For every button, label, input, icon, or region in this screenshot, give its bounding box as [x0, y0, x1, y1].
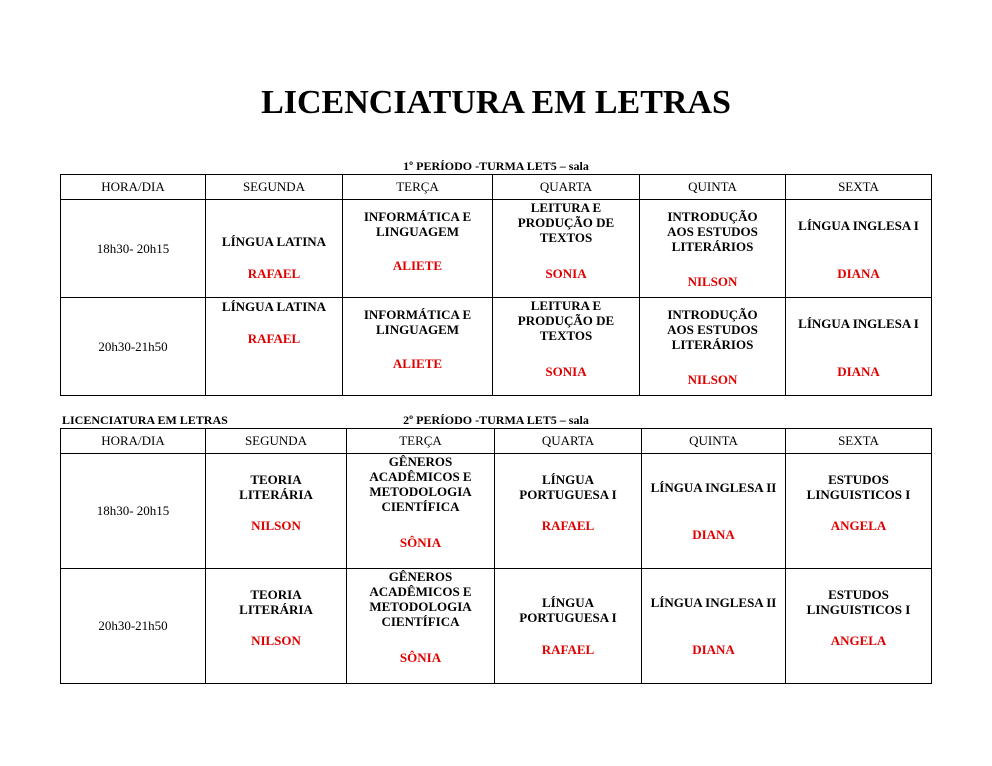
subject-name: LÍNGUA LATINA	[221, 234, 327, 249]
class-cell	[347, 569, 495, 684]
table-row	[61, 454, 932, 569]
class-cell	[786, 298, 932, 396]
subject-name: LÍNGUA INGLESA II	[650, 595, 777, 610]
subject-name: LEITURA E PRODUÇÃO DE TEXTOS	[517, 298, 615, 343]
subject-name: GÊNEROS ACADÊMICOS E METODOLOGIA CIENTÍFICA	[369, 569, 472, 629]
teacher-name: ALIETE	[392, 356, 443, 371]
class-cell	[343, 298, 493, 396]
class-cell	[640, 298, 786, 396]
subject-name: LÍNGUA LATINA	[221, 299, 327, 314]
header-cell: HORA/DIA	[61, 175, 206, 200]
header-cell: QUINTA	[642, 429, 786, 454]
class-cell	[343, 200, 493, 298]
header-cell: TERÇA	[347, 429, 495, 454]
teacher-name: ANGELA	[830, 518, 887, 533]
class-cell	[206, 200, 343, 298]
header-cell: QUARTA	[493, 175, 640, 200]
header-row	[61, 429, 932, 454]
subject-name: INFORMÁTICA E LINGUAGEM	[363, 307, 472, 337]
teacher-name: RAFAEL	[541, 518, 595, 533]
teacher-name: RAFAEL	[247, 331, 301, 346]
time-cell: 20h30-21h50	[61, 569, 206, 684]
table-row	[61, 569, 932, 684]
class-cell	[786, 200, 932, 298]
subject-name: LÍNGUA PORTUGUESA I	[519, 472, 617, 502]
table-row	[61, 200, 932, 298]
class-cell	[786, 454, 932, 569]
header-cell: TERÇA	[343, 175, 493, 200]
subject-name: LÍNGUA INGLESA I	[798, 316, 919, 331]
teacher-name: SÔNIA	[399, 650, 442, 665]
class-cell	[347, 454, 495, 569]
teacher-name: NILSON	[251, 633, 301, 648]
class-cell	[206, 298, 343, 396]
time-cell: 18h30- 20h15	[61, 200, 206, 298]
class-cell	[206, 569, 347, 684]
class-cell	[493, 298, 640, 396]
page-title: LICENCIATURA EM LETRAS	[261, 84, 731, 121]
period-caption: 2º PERÍODO -TURMA LET5 – sala	[403, 413, 589, 427]
teacher-name: DIANA	[692, 642, 735, 657]
header-cell: QUARTA	[495, 429, 642, 454]
class-cell	[495, 454, 642, 569]
header-cell: HORA/DIA	[61, 429, 206, 454]
subject-name: ESTUDOS LINGUISTICOS I	[806, 472, 911, 502]
teacher-name: ALIETE	[392, 258, 443, 273]
time-cell: 18h30- 20h15	[61, 454, 206, 569]
class-cell	[642, 454, 786, 569]
subject-name: GÊNEROS ACADÊMICOS E METODOLOGIA CIENTÍFICA	[369, 454, 472, 514]
class-cell	[206, 454, 347, 569]
header-cell: SEXTA	[786, 175, 932, 200]
period-caption: 1º PERÍODO -TURMA LET5 – sala	[403, 159, 589, 173]
section-caption: LICENCIATURA EM LETRAS	[62, 413, 228, 427]
table-row	[61, 298, 932, 396]
header-cell: SEXTA	[786, 429, 932, 454]
subject-name: TEORIA LITERÁRIA	[239, 587, 313, 617]
schedule-table-1	[60, 174, 932, 396]
teacher-name: ANGELA	[830, 633, 887, 648]
teacher-name: DIANA	[837, 266, 880, 281]
teacher-name: NILSON	[687, 372, 738, 387]
class-cell	[642, 569, 786, 684]
class-cell	[493, 200, 640, 298]
class-cell	[495, 569, 642, 684]
teacher-name: RAFAEL	[247, 266, 301, 281]
teacher-name: SÔNIA	[399, 535, 442, 550]
header-cell: QUINTA	[640, 175, 786, 200]
teacher-name: RAFAEL	[541, 642, 595, 657]
teacher-name: DIANA	[837, 364, 880, 379]
subject-name: INFORMÁTICA E LINGUAGEM	[363, 209, 472, 239]
teacher-name: SONIA	[545, 266, 587, 281]
subject-name: LÍNGUA INGLESA I	[798, 218, 919, 233]
class-cell	[786, 569, 932, 684]
time-cell: 20h30-21h50	[61, 298, 206, 396]
subject-name: LÍNGUA INGLESA II	[650, 480, 777, 495]
class-cell	[640, 200, 786, 298]
teacher-name: DIANA	[692, 527, 735, 542]
teacher-name: NILSON	[687, 274, 738, 289]
header-row	[61, 175, 932, 200]
header-cell: SEGUNDA	[206, 429, 347, 454]
teacher-name: NILSON	[251, 518, 301, 533]
schedule-table-2	[60, 428, 932, 684]
subject-name: INTRODUÇÃO AOS ESTUDOS LITERÁRIOS	[667, 209, 758, 254]
subject-name: LÍNGUA PORTUGUESA I	[519, 595, 617, 625]
subject-name: LEITURA E PRODUÇÃO DE TEXTOS	[517, 200, 615, 245]
header-cell: SEGUNDA	[206, 175, 343, 200]
subject-name: INTRODUÇÃO AOS ESTUDOS LITERÁRIOS	[667, 307, 758, 352]
subject-name: ESTUDOS LINGUISTICOS I	[806, 587, 911, 617]
teacher-name: SONIA	[545, 364, 587, 379]
subject-name: TEORIA LITERÁRIA	[239, 472, 313, 502]
